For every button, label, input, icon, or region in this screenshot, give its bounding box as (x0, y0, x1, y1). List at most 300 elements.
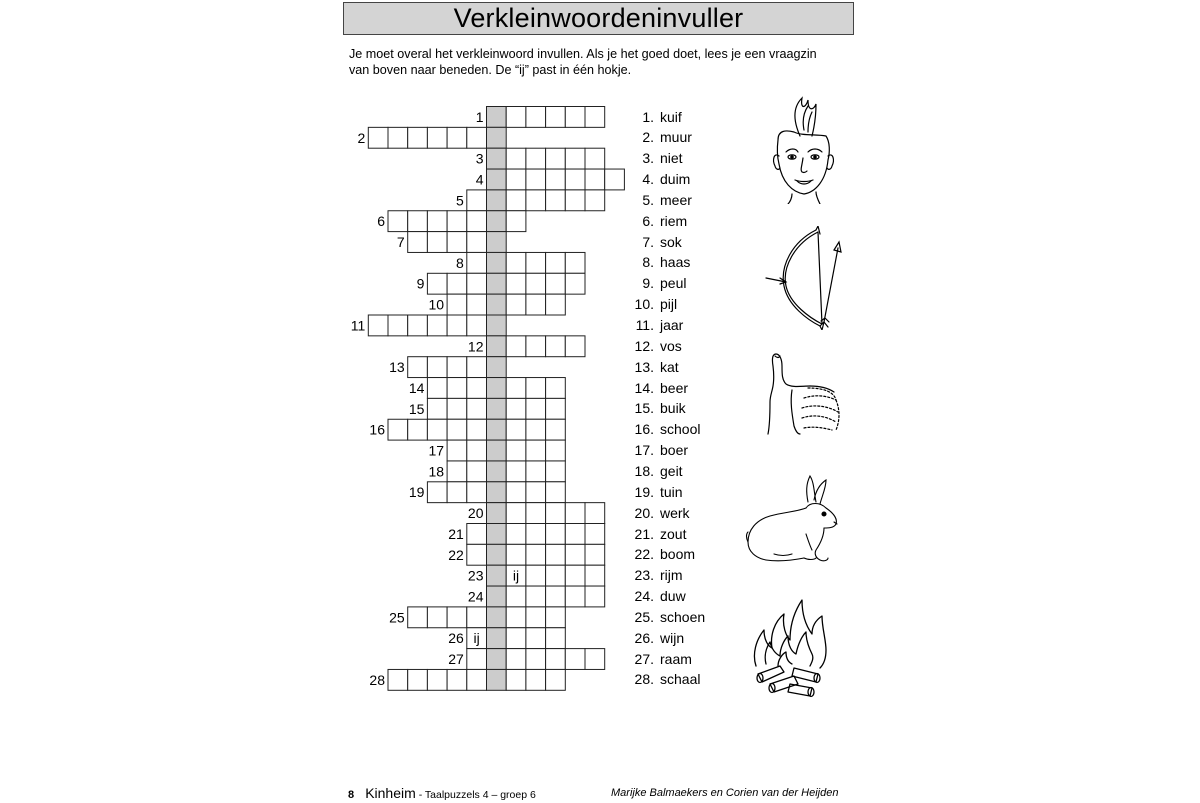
face-with-quiff-icon (764, 96, 842, 204)
crossword-cell[interactable] (467, 232, 487, 253)
crossword-cell[interactable] (467, 273, 487, 294)
crossword-cell[interactable] (467, 461, 487, 482)
crossword-cell[interactable] (585, 148, 605, 169)
crossword-cell[interactable] (526, 628, 546, 649)
highlighted-answer-cell[interactable] (487, 169, 507, 190)
crossword-cell[interactable] (467, 669, 487, 690)
row-number-label: 27 (448, 651, 464, 668)
highlighted-answer-cell[interactable] (487, 419, 507, 440)
clue-item (632, 461, 752, 482)
clue-number: 6. (642, 212, 654, 229)
crossword-cell[interactable] (565, 336, 585, 357)
crossword-cell[interactable] (506, 378, 526, 399)
crossword-row (476, 107, 605, 128)
clue-word: niet (660, 150, 683, 167)
highlighted-answer-cell[interactable] (487, 315, 507, 336)
crossword-cell[interactable] (546, 252, 566, 273)
clue-word: tuin (660, 483, 683, 500)
highlighted-answer-cell[interactable] (487, 190, 507, 211)
crossword-cell[interactable] (585, 586, 605, 607)
clue-number: 2. (642, 129, 654, 146)
clue-item (632, 503, 752, 524)
row-number-label: 4 (475, 171, 484, 188)
highlighted-answer-cell[interactable] (487, 503, 507, 524)
clue-word: schaal (660, 671, 701, 688)
clue-item (632, 628, 752, 649)
crossword-cell[interactable] (506, 419, 526, 440)
crossword-cell[interactable] (427, 211, 447, 232)
crossword-cell[interactable] (506, 482, 526, 503)
clue-word: duw (660, 588, 686, 605)
highlighted-answer-cell[interactable] (487, 357, 507, 378)
crossword-row (369, 669, 565, 690)
crossword-cell[interactable] (506, 503, 526, 524)
crossword-row (351, 315, 506, 336)
crossword-cell[interactable] (447, 440, 467, 461)
crossword-cell[interactable] (565, 503, 585, 524)
crossword-cell[interactable] (506, 336, 526, 357)
crossword-cell[interactable] (526, 503, 546, 524)
crossword-cell[interactable] (565, 565, 585, 586)
crossword-cell[interactable] (447, 127, 467, 148)
crossword-cell[interactable] (546, 273, 566, 294)
crossword-cell[interactable] (565, 190, 585, 211)
crossword-cell[interactable] (467, 544, 487, 565)
clue-item (632, 148, 752, 169)
crossword-cell[interactable] (388, 669, 408, 690)
crossword-cell[interactable] (526, 378, 546, 399)
clue-number: 12. (634, 337, 654, 354)
row-number-label: 15 (408, 400, 425, 417)
clue-word: boer (660, 442, 689, 459)
crossword-cell[interactable] (585, 169, 605, 190)
row-number-label: 7 (396, 234, 405, 251)
crossword-cell[interactable] (526, 482, 546, 503)
crossword-cell[interactable] (506, 586, 526, 607)
clue-word: jaar (660, 317, 684, 333)
clue-number: 7. (642, 233, 654, 250)
crossword-cell[interactable] (467, 294, 487, 315)
crossword-cell[interactable] (467, 378, 487, 399)
highlighted-answer-cell[interactable] (487, 586, 507, 607)
highlighted-answer-cell[interactable] (487, 148, 507, 169)
crossword-cell[interactable] (467, 607, 487, 628)
clue-number: 26. (634, 629, 654, 646)
clue-item (632, 607, 752, 628)
crossword-cell[interactable] (467, 398, 487, 419)
crossword-cell[interactable] (565, 649, 585, 670)
crossword-row (468, 336, 585, 357)
crossword-cell[interactable] (447, 378, 467, 399)
crossword-cell[interactable] (546, 398, 566, 419)
crossword-cell[interactable] (427, 378, 447, 399)
row-number-label: 18 (428, 463, 445, 480)
clue-word: rijm (660, 567, 683, 584)
crossword-cell[interactable] (467, 419, 487, 440)
row-number-label: 22 (448, 546, 464, 563)
crossword-cell[interactable] (447, 232, 467, 253)
clue-item (632, 398, 752, 419)
clue-word: muur (660, 129, 692, 146)
page-title: Verkleinwoordeninvuller (453, 3, 744, 33)
page-number: 8 (348, 789, 355, 801)
crossword-cell[interactable] (506, 252, 526, 273)
crossword-cell[interactable] (506, 649, 526, 670)
crossword-cell[interactable] (427, 273, 447, 294)
crossword-cell[interactable] (546, 503, 566, 524)
clue-item (632, 232, 752, 253)
highlighted-answer-cell[interactable] (487, 607, 507, 628)
clue-number: 4. (642, 171, 654, 188)
highlighted-answer-cell[interactable] (487, 669, 507, 690)
crossword-cell[interactable] (546, 669, 566, 690)
row-number-label: 25 (389, 609, 405, 626)
clue-item (632, 315, 752, 336)
crossword-cell[interactable] (368, 127, 388, 148)
clue-item (632, 169, 752, 190)
crossword-cell[interactable] (447, 211, 467, 232)
clue-item (632, 378, 752, 399)
clue-item (632, 211, 752, 232)
highlighted-answer-cell[interactable] (487, 482, 507, 503)
row-number-label: 9 (416, 275, 425, 292)
crossword-cell[interactable] (526, 107, 546, 128)
crossword-row (448, 649, 604, 670)
clue-number: 5. (642, 191, 654, 208)
crossword-cell[interactable] (408, 419, 428, 440)
crossword-cell[interactable] (506, 440, 526, 461)
crossword-cell[interactable] (506, 524, 526, 545)
crossword-cell[interactable] (565, 544, 585, 565)
highlighted-answer-cell[interactable] (487, 294, 507, 315)
crossword-cell[interactable] (427, 607, 447, 628)
crossword-cell[interactable] (506, 544, 526, 565)
clue-number: 20. (634, 504, 654, 521)
clue-word: boom (660, 546, 696, 563)
crossword-cell[interactable] (506, 169, 526, 190)
campfire-icon (746, 596, 832, 698)
crossword-cell[interactable] (467, 524, 487, 545)
ij-cell-letter: ij (512, 567, 520, 584)
clue-item (632, 252, 752, 273)
highlighted-answer-cell[interactable] (487, 628, 507, 649)
crossword-cell[interactable] (447, 607, 467, 628)
crossword-cell[interactable] (388, 419, 408, 440)
highlighted-answer-cell[interactable] (487, 524, 507, 545)
crossword-cell[interactable] (408, 232, 428, 253)
crossword-cell[interactable] (526, 169, 546, 190)
clue-number: 28. (634, 671, 654, 688)
crossword-cell[interactable] (526, 336, 546, 357)
crossword-cell[interactable] (388, 315, 408, 336)
clue-word: schoen (660, 608, 706, 625)
crossword-cell[interactable] (526, 607, 546, 628)
clue-number: 16. (634, 421, 654, 438)
row-number-label: 13 (389, 359, 405, 376)
crossword-cell[interactable] (526, 461, 546, 482)
highlighted-answer-cell[interactable] (487, 336, 507, 357)
clue-number: 8. (642, 254, 654, 271)
clue-number: 17. (634, 442, 654, 459)
instructions-line-2: van boven naar beneden. De “ij” past in één hokje. (349, 63, 632, 77)
crossword-cell[interactable] (467, 127, 487, 148)
highlighted-answer-cell[interactable] (487, 232, 507, 253)
clue-word: meer (660, 191, 692, 208)
crossword-cell[interactable] (546, 524, 566, 545)
clue-word: geit (660, 462, 683, 479)
crossword-cell[interactable] (546, 294, 566, 315)
crossword-cell[interactable] (467, 482, 487, 503)
clue-word: haas (660, 254, 691, 271)
crossword-cell[interactable] (546, 419, 566, 440)
crossword-cell[interactable] (546, 482, 566, 503)
crossword-cell[interactable] (565, 273, 585, 294)
crossword-cell[interactable] (526, 419, 546, 440)
clue-number: 23. (634, 567, 654, 584)
crossword-cell[interactable] (447, 419, 467, 440)
crossword-cell[interactable] (565, 107, 585, 128)
clue-item (632, 190, 752, 211)
clue-number: 13. (634, 358, 654, 375)
crossword-cell[interactable] (408, 315, 428, 336)
highlighted-answer-cell[interactable] (487, 211, 507, 232)
crossword-cell[interactable] (427, 127, 447, 148)
crossword-cell[interactable] (565, 252, 585, 273)
row-number-label: 17 (428, 442, 445, 459)
crossword-cell[interactable] (368, 315, 388, 336)
authors: Marijke Balmaekers en Corien van der Heijden (611, 787, 839, 799)
crossword-cell[interactable] (546, 107, 566, 128)
crossword-cell[interactable] (546, 336, 566, 357)
crossword-cell[interactable] (506, 190, 526, 211)
row-number-label: 1 (475, 108, 484, 125)
crossword-cell[interactable] (565, 586, 585, 607)
crossword-row (468, 503, 605, 524)
crossword-cell[interactable] (408, 211, 428, 232)
crossword-row (409, 378, 565, 399)
crossword-cell[interactable] (447, 273, 467, 294)
crossword-cell[interactable] (408, 127, 428, 148)
crossword-cell[interactable] (585, 107, 605, 128)
clue-number: 11. (635, 317, 654, 333)
crossword-cell[interactable] (467, 190, 487, 211)
clue-word: beer (660, 379, 689, 396)
crossword-cell[interactable] (526, 148, 546, 169)
crossword-cell[interactable] (546, 649, 566, 670)
crossword-cell[interactable] (546, 169, 566, 190)
crossword-cell[interactable] (526, 190, 546, 211)
crossword-cell[interactable] (427, 357, 447, 378)
crossword-cell[interactable] (526, 440, 546, 461)
crossword-row (476, 169, 625, 190)
clue-item (632, 336, 752, 357)
clue-number: 24. (634, 588, 654, 605)
crossword-row (377, 211, 526, 232)
crossword-cell[interactable] (526, 252, 546, 273)
crossword-cell[interactable] (447, 398, 467, 419)
crossword-cell[interactable] (585, 544, 605, 565)
crossword-row (369, 419, 565, 440)
crossword-cell[interactable] (506, 294, 526, 315)
crossword-cell[interactable] (565, 169, 585, 190)
crossword-cell[interactable] (467, 357, 487, 378)
crossword-cell[interactable] (526, 586, 546, 607)
crossword-cell[interactable] (585, 524, 605, 545)
crossword-row (448, 628, 565, 649)
crossword-cell[interactable] (408, 357, 428, 378)
crossword-cell[interactable] (526, 524, 546, 545)
crossword-cell[interactable] (565, 148, 585, 169)
crossword-row (468, 565, 605, 586)
crossword-cell[interactable] (526, 544, 546, 565)
crossword-cell[interactable] (427, 482, 447, 503)
crossword-cell[interactable] (585, 565, 605, 586)
crossword-cell[interactable] (506, 398, 526, 419)
crossword-cell[interactable] (546, 461, 566, 482)
clue-item (632, 482, 752, 503)
crossword-cell[interactable] (427, 419, 447, 440)
row-number-label: 10 (428, 296, 445, 313)
crossword-row (389, 357, 506, 378)
crossword-cell[interactable] (388, 211, 408, 232)
clue-item (632, 357, 752, 378)
crossword-cell[interactable] (447, 669, 467, 690)
crossword-cell[interactable] (546, 586, 566, 607)
clue-number: 1. (642, 108, 654, 125)
clue-word: school (660, 421, 701, 438)
crossword-row (429, 294, 566, 315)
crossword-cell[interactable] (427, 669, 447, 690)
row-number-label: 16 (369, 421, 385, 438)
crossword-cell[interactable] (526, 649, 546, 670)
crossword-cell[interactable] (388, 127, 408, 148)
clue-word: kat (660, 358, 679, 375)
crossword-cell[interactable] (546, 544, 566, 565)
clue-word: pijl (660, 296, 678, 313)
crossword-cell[interactable] (526, 669, 546, 690)
clue-item (632, 544, 752, 565)
crossword-cell[interactable] (565, 524, 585, 545)
clue-number: 10. (634, 296, 654, 313)
crossword-cell[interactable] (447, 315, 467, 336)
crossword-cell[interactable] (467, 211, 487, 232)
crossword-cell[interactable] (467, 315, 487, 336)
crossword-cell[interactable] (585, 503, 605, 524)
highlighted-answer-cell[interactable] (487, 544, 507, 565)
crossword-cell[interactable] (526, 273, 546, 294)
crossword-cell[interactable] (546, 628, 566, 649)
highlighted-answer-cell[interactable] (487, 461, 507, 482)
row-number-label: 12 (467, 338, 484, 355)
crossword-cell[interactable] (526, 565, 546, 586)
crossword-row (448, 524, 604, 545)
clue-item (632, 419, 752, 440)
crossword-cell[interactable] (447, 461, 467, 482)
instructions-line-1: Je moet overal het verkleinwoord invullen. Als je het goed doet, lees je een vraagzin (349, 47, 817, 61)
crossword-cell[interactable] (506, 669, 526, 690)
crossword-cell[interactable] (467, 440, 487, 461)
crossword-cell[interactable] (408, 669, 428, 690)
crossword-cell[interactable] (427, 315, 447, 336)
clue-word: zout (660, 525, 687, 542)
row-number-label: 3 (475, 150, 484, 167)
crossword-cell[interactable] (526, 294, 546, 315)
highlighted-answer-cell[interactable] (487, 649, 507, 670)
crossword-cell[interactable] (526, 398, 546, 419)
crossword-cell[interactable] (506, 461, 526, 482)
crossword-cell[interactable] (506, 628, 526, 649)
crossword-cell[interactable] (427, 232, 447, 253)
crossword-cell[interactable] (467, 649, 487, 670)
highlighted-answer-cell[interactable] (487, 127, 507, 148)
clue-number: 18. (634, 462, 654, 479)
crossword-cell[interactable] (506, 148, 526, 169)
clue-number: 9. (642, 275, 654, 292)
crossword-row (358, 127, 507, 148)
highlighted-answer-cell[interactable] (487, 398, 507, 419)
crossword-cell[interactable] (546, 565, 566, 586)
crossword-cell[interactable] (506, 607, 526, 628)
highlighted-answer-cell[interactable] (487, 252, 507, 273)
crossword-cell[interactable] (585, 649, 605, 670)
crossword-cell[interactable] (546, 378, 566, 399)
bow-and-arrow-icon (762, 226, 846, 330)
row-number-label: 23 (467, 567, 484, 584)
crossword-cell[interactable] (546, 148, 566, 169)
clue-word: riem (660, 212, 688, 229)
highlighted-answer-cell[interactable] (487, 378, 507, 399)
crossword-cell[interactable] (408, 607, 428, 628)
clue-item (632, 586, 752, 607)
crossword-cell[interactable] (467, 252, 487, 273)
row-number-label: 21 (448, 525, 464, 542)
crossword-cell[interactable] (447, 357, 467, 378)
row-number-label: 24 (467, 588, 484, 605)
crossword-row (397, 232, 506, 253)
highlighted-answer-cell[interactable] (487, 565, 507, 586)
crossword-cell[interactable] (546, 607, 566, 628)
highlighted-answer-cell[interactable] (487, 273, 507, 294)
crossword-cell[interactable] (447, 482, 467, 503)
crossword-cell[interactable] (546, 190, 566, 211)
publisher-brand: Kinheim (365, 785, 416, 801)
crossword-row (476, 148, 605, 169)
crossword-cell[interactable] (605, 169, 625, 190)
crossword-cell[interactable] (447, 294, 467, 315)
clue-item (632, 440, 752, 461)
highlighted-answer-cell[interactable] (487, 440, 507, 461)
clue-number: 21. (634, 525, 654, 542)
crossword-row (389, 607, 565, 628)
crossword-row (409, 482, 565, 503)
crossword-cell[interactable] (506, 273, 526, 294)
clue-number: 27. (634, 650, 654, 667)
crossword-cell[interactable] (506, 211, 526, 232)
crossword-cell[interactable] (585, 190, 605, 211)
row-number-label: 2 (357, 129, 366, 146)
highlighted-answer-cell[interactable] (487, 107, 507, 128)
rabbit-icon (744, 474, 844, 570)
crossword-cell[interactable] (546, 440, 566, 461)
publication-subtitle: - Taalpuzzels 4 – groep 6 (415, 789, 536, 801)
clue-word: wijn (660, 629, 685, 646)
row-number-label: 28 (369, 671, 385, 688)
crossword-cell[interactable] (427, 398, 447, 419)
clue-word: werk (660, 504, 690, 521)
clue-word: vos (660, 337, 682, 354)
crossword-cell[interactable] (506, 107, 526, 128)
crossword-row (429, 440, 566, 461)
